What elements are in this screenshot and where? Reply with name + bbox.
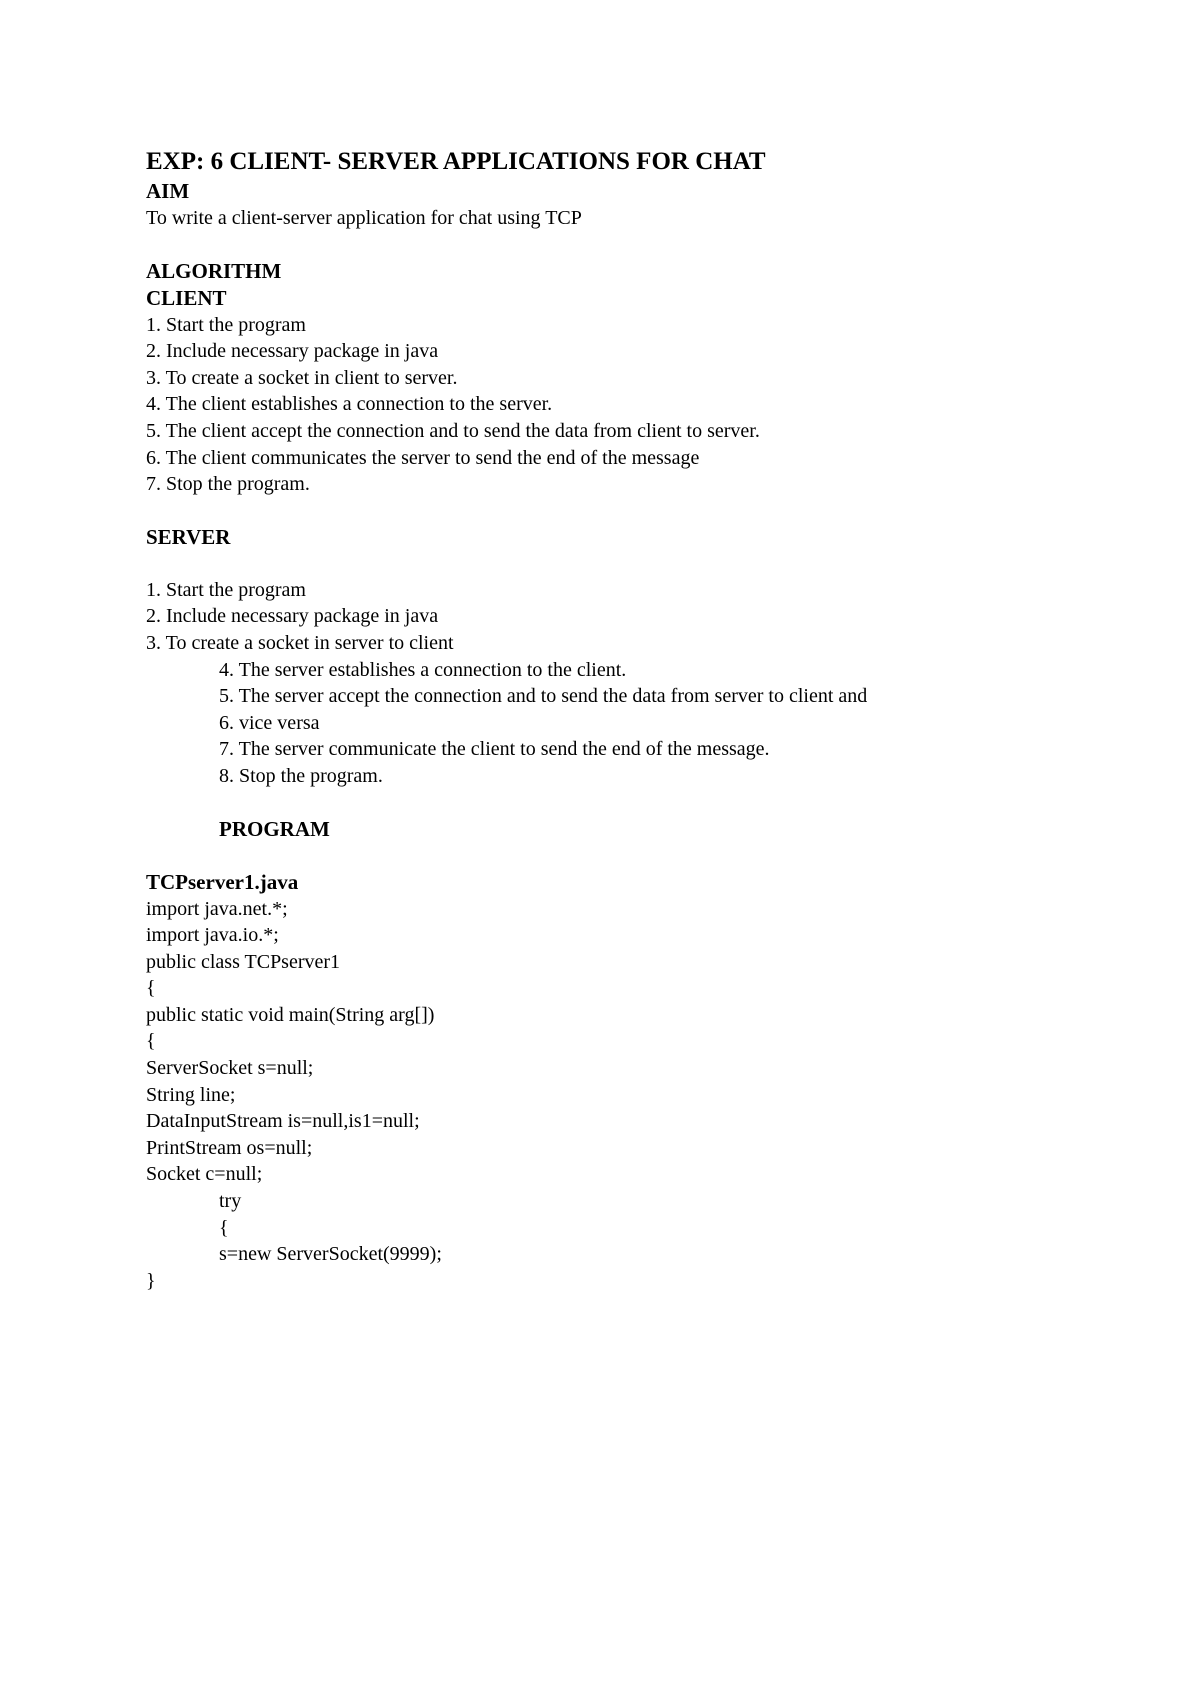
list-item: 6. vice versa [219, 711, 320, 734]
client-steps [146, 312, 1126, 498]
code-line: { [146, 1030, 156, 1053]
code-line: public class TCPserver1 [146, 950, 341, 973]
code-line: { [146, 977, 156, 1000]
list-item: 4. The client establishes a connection to the server. [146, 393, 553, 416]
list-item: 3. To create a socket in server to client [146, 631, 454, 654]
code-line: ServerSocket s=null; [146, 1057, 314, 1080]
list-item: 3. To create a socket in client to server. [146, 366, 458, 389]
code-line: try [219, 1190, 242, 1213]
code-line: Socket c=null; [146, 1163, 263, 1186]
code-line: } [146, 1269, 156, 1292]
spacer [146, 232, 1126, 258]
code-line: s=new ServerSocket(9999); [219, 1243, 442, 1266]
list-item: 6. The client communicates the server to send the end of the message [146, 446, 700, 469]
client-heading: CLIENT [146, 285, 227, 310]
list-item: 2. Include necessary package in java [146, 340, 439, 363]
code-line: String line; [146, 1083, 236, 1106]
program-heading: PROGRAM [219, 816, 330, 841]
program-filename: TCPserver1.java [146, 869, 299, 894]
code-line: import java.io.*; [146, 924, 279, 947]
document-body [146, 146, 1126, 1294]
spacer [146, 498, 1126, 524]
server-steps [146, 577, 1126, 790]
algorithm-heading: ALGORITHM [146, 258, 282, 283]
list-item: 7. The server communicate the client to send the end of the message. [219, 738, 770, 761]
list-item: 5. The server accept the connection and to send the data from server to client and [219, 685, 868, 708]
list-item: 1. Start the program [146, 313, 306, 336]
code-line: import java.net.*; [146, 897, 288, 920]
code-line: public static void main(String arg[]) [146, 1003, 435, 1026]
server-heading: SERVER [146, 524, 231, 549]
document-title: EXP: 6 CLIENT- SERVER APPLICATIONS FOR CHAT [146, 148, 766, 175]
code-block [146, 896, 1126, 1295]
spacer [146, 551, 1126, 577]
spacer [146, 790, 1126, 816]
list-item: 1. Start the program [146, 578, 306, 601]
list-item: 8. Stop the program. [219, 764, 383, 787]
list-item: 7. Stop the program. [146, 473, 310, 496]
list-item: 4. The server establishes a connection to the client. [219, 658, 627, 681]
code-line: PrintStream os=null; [146, 1136, 313, 1159]
aim-text: To write a client-server application for chat using TCP [146, 207, 582, 229]
code-line: { [219, 1216, 229, 1239]
list-item: 5. The client accept the connection and to send the data from client to server. [146, 419, 760, 442]
list-item: 2. Include necessary package in java [146, 605, 439, 628]
code-line: DataInputStream is=null,is1=null; [146, 1110, 420, 1133]
aim-heading: AIM [146, 179, 190, 203]
spacer [146, 843, 1126, 869]
